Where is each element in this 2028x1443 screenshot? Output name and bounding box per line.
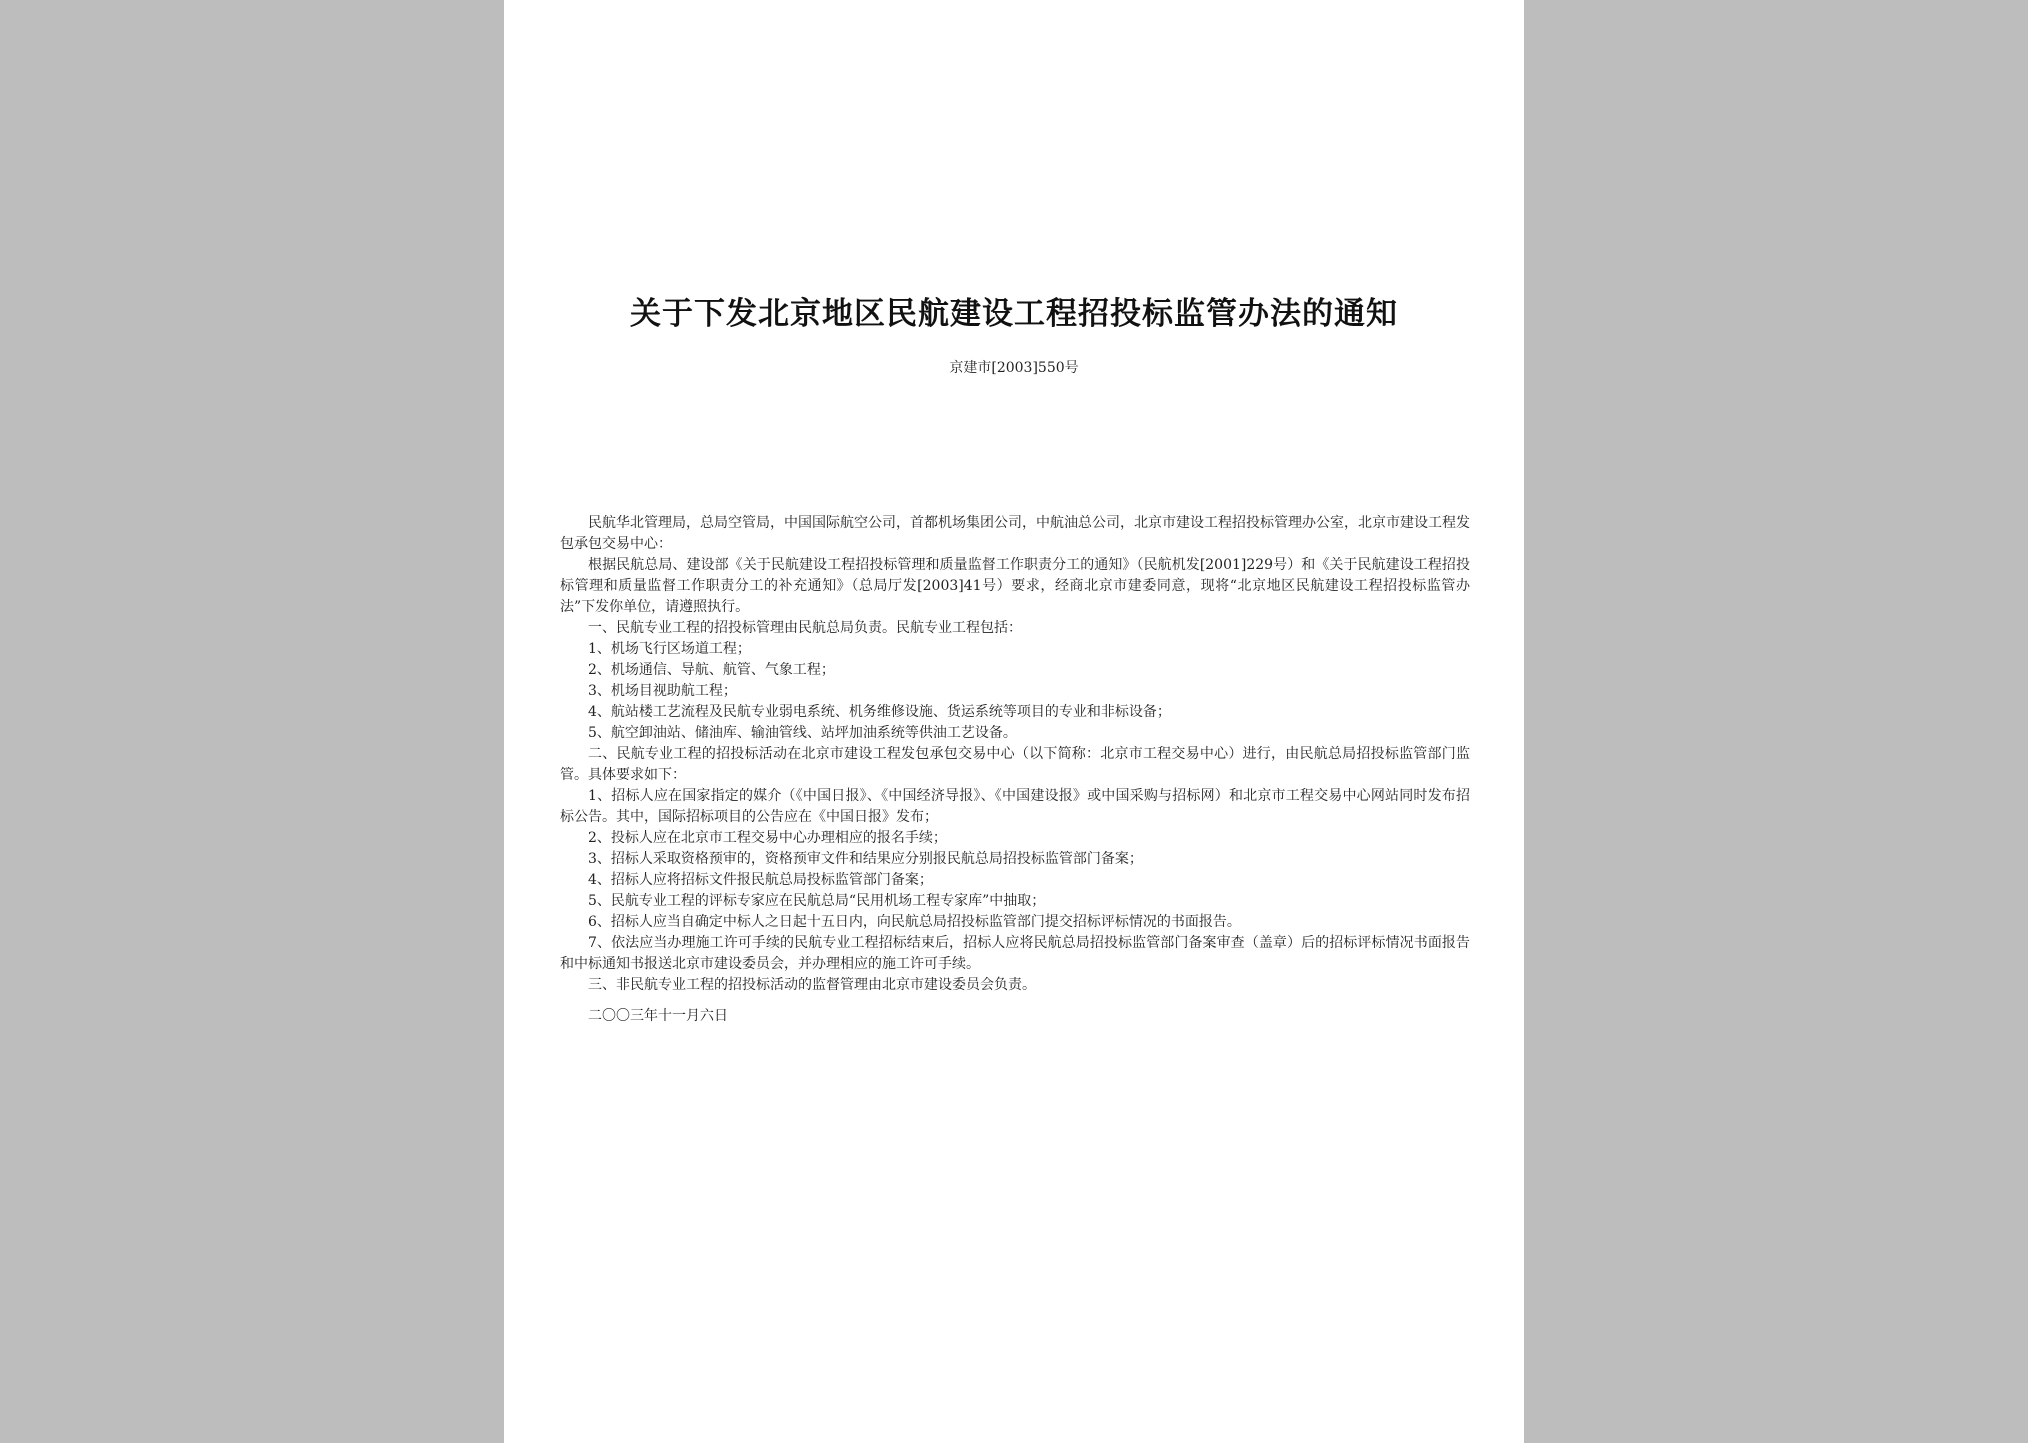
- paragraph: 5、民航专业工程的评标专家应在民航总局“民用机场工程专家库”中抽取；: [588, 893, 1046, 909]
- document-body: [560, 513, 1470, 1027]
- paragraph: 三、非民航专业工程的招投标活动的监督管理由北京市建设委员会负责。: [588, 977, 1036, 993]
- document-page: [504, 0, 1524, 1443]
- document-number: 京建市[2003]550号: [949, 360, 1079, 376]
- paragraph: 根据民航总局、建设部《关于民航建设工程招投标管理和质量监督工作职责分工的通知》（民航机发[2001]229号）和《关于民航建设工程招投标管理和质量监督工作职责分工的补充通知》（总局厅发[2003]41号）要求，经商北京市建委同意，现将“北京地区民航建设工程招投标监管办法”下发你单位，请遵照执行。: [560, 557, 1470, 615]
- document-title: 关于下发北京地区民航建设工程招投标监管办法的通知: [630, 296, 1398, 332]
- paragraph: 1、机场飞行区场道工程；: [588, 641, 751, 657]
- paragraph: 5、航空卸油站、储油库、输油管线、站坪加油系统等供油工艺设备。: [588, 725, 1017, 741]
- paragraph: 7、依法应当办理施工许可手续的民航专业工程招标结束后，招标人应将民航总局招投标监管部门备案审查（盖章）后的招标评标情况书面报告和中标通知书报送北京市建设委员会，并办理相应的施工许可手续。: [560, 935, 1470, 972]
- paragraph: 1、招标人应在国家指定的媒介（《中国日报》、《中国经济导报》、《中国建设报》或中国采购与招标网）和北京市工程交易中心网站同时发布招标公告。其中，国际招标项目的公告应在《中国日报》发布；: [560, 788, 1470, 825]
- paragraph: 3、机场目视助航工程；: [588, 683, 737, 699]
- paragraph: 民航华北管理局，总局空管局，中国国际航空公司，首都机场集团公司，中航油总公司，北京市建设工程招投标管理办公室，北京市建设工程发包承包交易中心：: [560, 515, 1470, 552]
- paragraph: 一、民航专业工程的招投标管理由民航总局负责。民航专业工程包括：: [588, 620, 1022, 636]
- document-date: 二〇〇三年十一月六日: [588, 1008, 728, 1024]
- paragraph: 4、招标人应将招标文件报民航总局投标监管部门备案；: [588, 872, 933, 888]
- paragraph: 2、机场通信、导航、航管、气象工程；: [588, 662, 835, 678]
- paragraph: 二、民航专业工程的招投标活动在北京市建设工程发包承包交易中心（以下简称：北京市工程交易中心）进行，由民航总局招投标监管部门监管。具体要求如下：: [560, 746, 1470, 783]
- paragraph: 2、投标人应在北京市工程交易中心办理相应的报名手续；: [588, 830, 947, 846]
- paragraph: 6、招标人应当自确定中标人之日起十五日内，向民航总局招投标监管部门提交招标评标情况的书面报告。: [588, 914, 1241, 930]
- paragraph: 3、招标人采取资格预审的，资格预审文件和结果应分别报民航总局招投标监管部门备案；: [588, 851, 1143, 867]
- paragraph: 4、航站楼工艺流程及民航专业弱电系统、机务维修设施、货运系统等项目的专业和非标设备；: [588, 704, 1171, 720]
